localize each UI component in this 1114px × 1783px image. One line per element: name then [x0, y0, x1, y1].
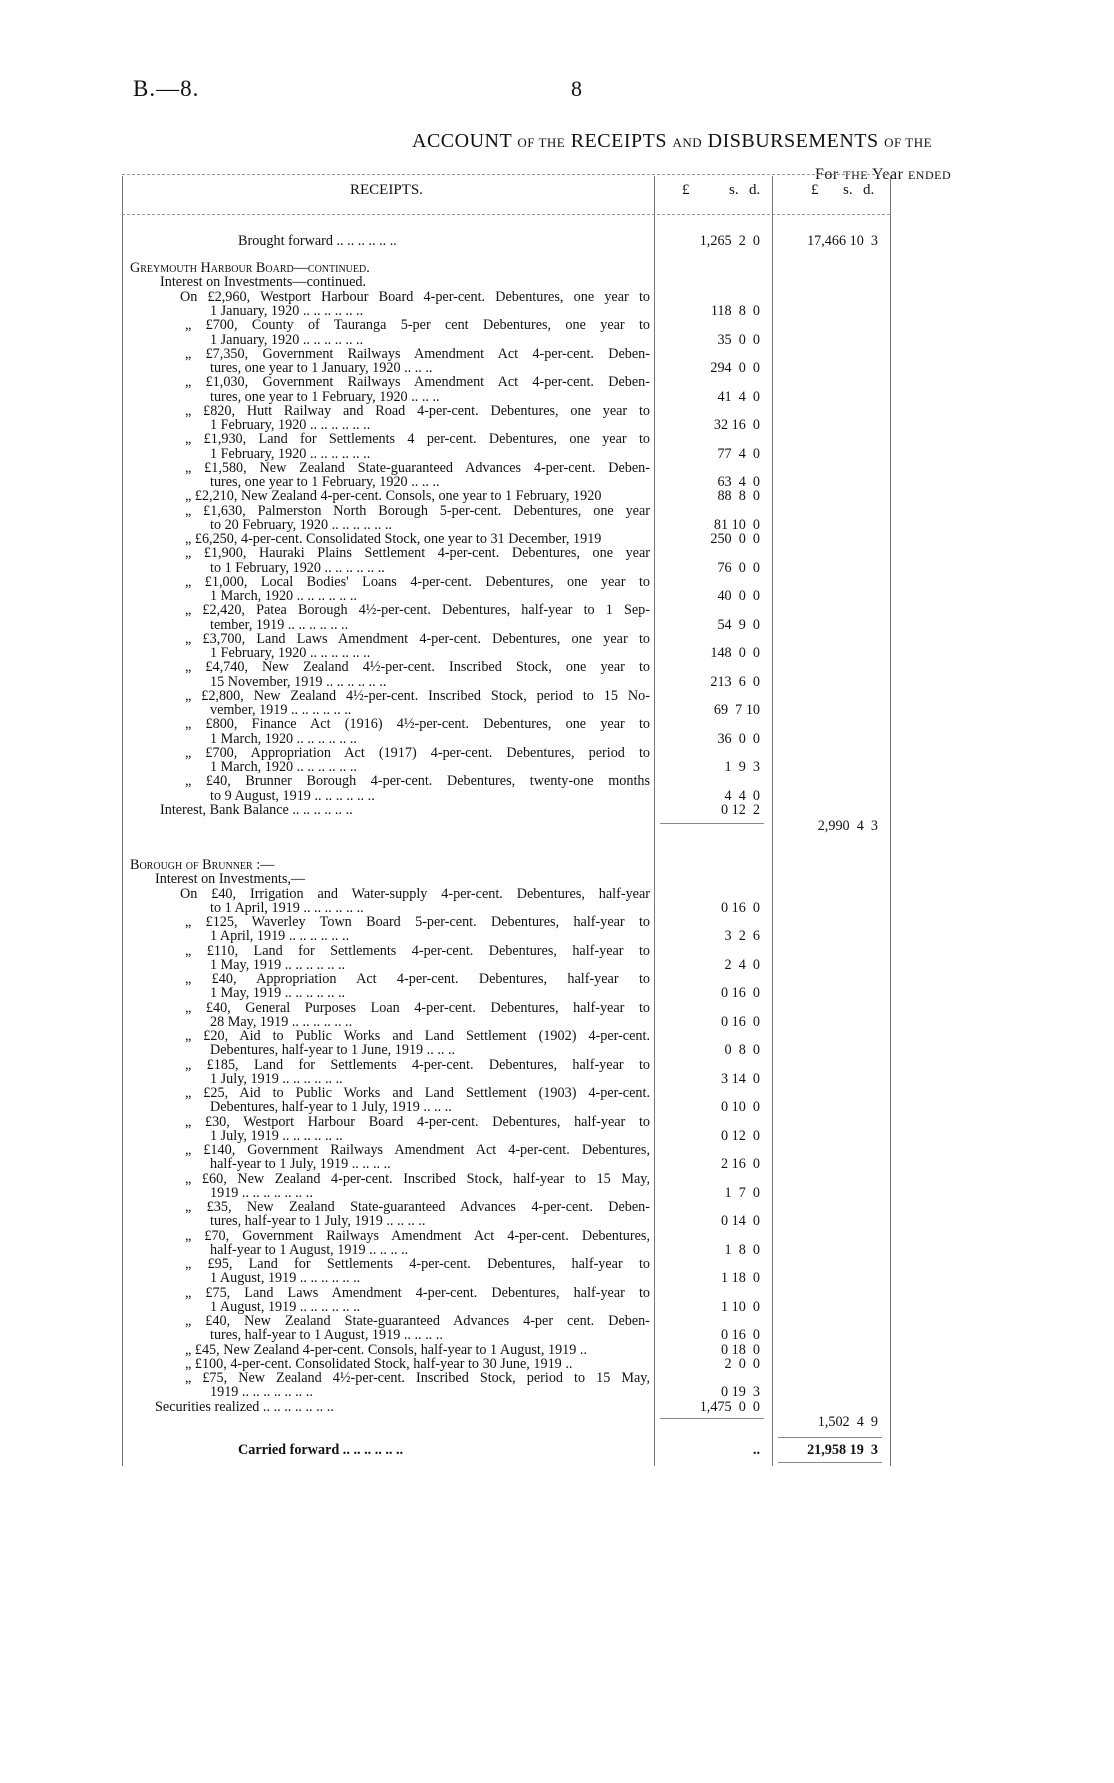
- title-part: RECEIPTS: [570, 130, 667, 152]
- row-label: 1 March, 1920 .. .. .. .. .. ..: [210, 731, 357, 747]
- amount-column-1: 77 4 0: [717, 446, 760, 462]
- page-title: [412, 130, 932, 153]
- row-label: tures, one year to 1 February, 1920 .. .. ..: [210, 474, 440, 490]
- row-label: „ £1,030, Government Railways Amendment Act 4-per-cent. Deben-: [185, 374, 650, 390]
- row-label: 1 July, 1919 .. .. .. .. .. ..: [210, 1128, 343, 1144]
- row-label: „ £4,740, New Zealand 4½-per-cent. Inscribed Stock, one year to: [185, 659, 650, 675]
- row-label: „ £7,350, Government Railways Amendment Act 4-per-cent. Deben-: [185, 346, 650, 362]
- row-label: tures, one year to 1 January, 1920 .. .. ..: [210, 360, 433, 376]
- amount-column-1: 0 12 0: [720, 1128, 760, 1144]
- row-label: tures, one year to 1 February, 1920 .. .. ..: [210, 389, 440, 405]
- document-code: B.—8.: [133, 76, 200, 101]
- row-label: „ £185, Land for Settlements 4-per-cent. Debentures, half-year to: [185, 1057, 650, 1073]
- row-label: Greymouth Harbour Board—continued.: [130, 260, 370, 276]
- title-part: AND: [672, 135, 703, 150]
- row-label: „ £45, New Zealand 4-per-cent. Consols, half-year to 1 August, 1919 ..: [185, 1342, 587, 1358]
- amount-column-1: 148 0 0: [710, 645, 760, 661]
- row-label: On £40, Irrigation and Water-supply 4-per-cent. Debentures, half-year: [180, 886, 650, 902]
- amount-column-1: 294 0 0: [710, 360, 760, 376]
- table-row: [0, 374, 1114, 390]
- row-label: 1 March, 1920 .. .. .. .. .. ..: [210, 588, 357, 604]
- row-label: On £2,960, Westport Harbour Board 4-per-cent. Debentures, one year to: [180, 289, 650, 305]
- table-row: [0, 1414, 1114, 1430]
- table-row: [0, 1042, 1114, 1058]
- row-label: „ £30, Westport Harbour Board 4-per-cent. Debentures, half-year to: [185, 1114, 650, 1130]
- row-label: Interest on Investments,—: [155, 871, 306, 887]
- row-label: to 9 August, 1919 .. .. .. .. .. ..: [210, 788, 375, 804]
- row-label: tures, half-year to 1 July, 1919 .. .. .. ..: [210, 1213, 426, 1229]
- row-label: 1 January, 1920 .. .. .. .. .. ..: [210, 303, 364, 319]
- row-label: 1 May, 1919 .. .. .. .. .. ..: [210, 985, 346, 1001]
- table-row: [0, 488, 1114, 504]
- pound-header-2: £: [811, 182, 819, 198]
- row-label: to 20 February, 1920 .. .. .. .. .. ..: [210, 517, 392, 533]
- shilling-header-2: s.: [843, 182, 853, 198]
- table-row: [0, 545, 1114, 561]
- row-label: „ £75, Land Laws Amendment 4-per-cent. Debentures, half-year to: [185, 1285, 650, 1301]
- row-label: „ £20, Aid to Public Works and Land Settlement (1902) 4-per-cent.: [185, 1028, 650, 1044]
- row-label: Debentures, half-year to 1 July, 1919 .. .. ..: [210, 1099, 452, 1115]
- row-label: 1 February, 1920 .. .. .. .. .. ..: [210, 446, 371, 462]
- row-label: to 1 April, 1919 .. .. .. .. .. ..: [210, 900, 364, 916]
- amount-column-1: ..: [752, 1442, 760, 1458]
- table-row: [0, 1384, 1114, 1400]
- amount-column-1: 32 16 0: [713, 417, 760, 433]
- row-label: „ £40, General Purposes Loan 4-per-cent. Debentures, half-year to: [185, 1000, 650, 1016]
- amount-column-1: 2 0 0: [724, 1356, 760, 1372]
- row-label: „ £75, New Zealand 4½-per-cent. Inscribed Stock, period to 15 May,: [185, 1370, 650, 1386]
- total-rule: [778, 1437, 882, 1438]
- amount-column-1: 250 0 0: [710, 531, 760, 547]
- row-label: „ £70, Government Railways Amendment Act 4-per-cent. Debentures,: [185, 1228, 650, 1244]
- row-label: tures, half-year to 1 August, 1919 .. .. .. ..: [210, 1327, 443, 1343]
- table-row: [0, 1156, 1114, 1172]
- row-label: Carried forward .. .. .. .. .. ..: [238, 1442, 404, 1458]
- table-row: [0, 659, 1114, 675]
- row-label: „ £40, Appropriation Act 4-per-cent. Debentures, half-year to: [185, 971, 650, 987]
- row-label: Interest, Bank Balance .. .. .. .. .. ..: [160, 802, 353, 818]
- amount-column-1: 0 8 0: [724, 1042, 760, 1058]
- row-label: 1 January, 1920 .. .. .. .. .. ..: [210, 332, 364, 348]
- row-label: „ £40, New Zealand State-guaranteed Advances 4-per cent. Deben-: [185, 1313, 650, 1329]
- amount-column-1: 76 0 0: [717, 560, 760, 576]
- row-label: „ £95, Land for Settlements 4-per-cent. Debentures, half-year to: [185, 1256, 650, 1272]
- row-label: Interest on Investments—continued.: [160, 274, 367, 290]
- row-label: „ £110, Land for Settlements 4-per-cent. Debentures, half-year to: [185, 943, 650, 959]
- table-row: [0, 871, 1114, 887]
- row-label: half-year to 1 August, 1919 .. .. .. ..: [210, 1242, 409, 1258]
- amount-column-1: 1 9 3: [724, 759, 760, 775]
- row-label: „ £40, Brunner Borough 4-per-cent. Debentures, twenty-one months: [185, 773, 650, 789]
- pound-header: £: [682, 182, 690, 198]
- row-label: „ £2,210, New Zealand 4-per-cent. Consols, one year to 1 February, 1920: [185, 488, 602, 504]
- amount-column-1: 1 8 0: [724, 1242, 760, 1258]
- amount-column-1: 3 2 6: [724, 928, 760, 944]
- amount-column-1: 118 8 0: [710, 303, 760, 319]
- amount-column-1: 2 16 0: [720, 1156, 760, 1172]
- amount-column-1: 35 0 0: [717, 332, 760, 348]
- row-label: 1 April, 1919 .. .. .. .. .. ..: [210, 928, 350, 944]
- table-row: [0, 431, 1114, 447]
- amount-column-1: 0 14 0: [720, 1213, 760, 1229]
- row-label: „ £35, New Zealand State-guaranteed Advances 4-per-cent. Deben-: [185, 1199, 650, 1215]
- row-label: 1919 .. .. .. .. .. .. ..: [210, 1185, 313, 1201]
- receipts-column-header: RECEIPTS.: [350, 182, 423, 198]
- table-row: [0, 716, 1114, 732]
- amount-column-1: 3 14 0: [720, 1071, 760, 1087]
- amount-column-1: 4 4 0: [724, 788, 760, 804]
- pence-header: d.: [749, 182, 761, 198]
- amount-column-1: 69 7 10: [713, 702, 760, 718]
- table-row: [0, 317, 1114, 333]
- row-label: Brought forward .. .. .. .. .. ..: [238, 233, 397, 249]
- row-label: „ £100, 4-per-cent. Consolidated Stock, half-year to 30 June, 1919 ..: [185, 1356, 573, 1372]
- row-label: „ £820, Hutt Railway and Road 4-per-cent. Debentures, one year to: [185, 403, 650, 419]
- amount-column-1: 0 18 0: [720, 1342, 760, 1358]
- amount-column-1: 81 10 0: [713, 517, 760, 533]
- amount-column-2: 2,990 4 3: [817, 818, 878, 834]
- header-bottom-rule: [122, 214, 890, 215]
- row-label: 1 February, 1920 .. .. .. .. .. ..: [210, 417, 371, 433]
- row-label: 28 May, 1919 .. .. .. .. .. ..: [210, 1014, 353, 1030]
- table-row: [0, 602, 1114, 618]
- table-row: [0, 818, 1114, 834]
- amount-column-1: 0 10 0: [720, 1099, 760, 1115]
- table-row: [0, 1213, 1114, 1229]
- row-label: 1 August, 1919 .. .. .. .. .. ..: [210, 1299, 361, 1315]
- row-label: 1 May, 1919 .. .. .. .. .. ..: [210, 957, 346, 973]
- row-label: „ £1,630, Palmerston North Borough 5-per-cent. Debentures, one year: [185, 503, 650, 519]
- row-label: „ £2,420, Patea Borough 4½-per-cent. Debentures, half-year to 1 Sep-: [185, 602, 650, 618]
- table-row: [0, 802, 1114, 818]
- table-top-rule: [122, 174, 890, 175]
- title-part: OF THE: [884, 135, 933, 150]
- amount-column-1: 0 16 0: [720, 900, 760, 916]
- table-row: [0, 773, 1114, 789]
- amount-column-1: 2 4 0: [724, 957, 760, 973]
- row-label: „ £700, Appropriation Act (1917) 4-per-cent. Debentures, period to: [185, 745, 650, 761]
- subtitle-part: ENDED: [907, 168, 952, 182]
- page-subtitle: [815, 166, 951, 184]
- row-label: Borough of Brunner :—: [130, 857, 275, 873]
- amount-column-1: 63 4 0: [717, 474, 760, 490]
- amount-column-1: 1 10 0: [720, 1299, 760, 1315]
- row-label: „ £60, New Zealand 4-per-cent. Inscribed Stock, half-year to 15 May,: [185, 1171, 650, 1187]
- subtitle-part: THE: [843, 168, 869, 182]
- table-row: [0, 928, 1114, 944]
- subtitle-part: Year: [871, 166, 904, 183]
- row-label: tember, 1919 .. .. .. .. .. ..: [210, 617, 349, 633]
- table-row: [0, 274, 1114, 290]
- row-label: Debentures, half-year to 1 June, 1919 .. .. ..: [210, 1042, 456, 1058]
- row-label: „ £2,800, New Zealand 4½-per-cent. Inscribed Stock, period to 15 No-: [185, 688, 650, 704]
- table-row: [0, 1099, 1114, 1115]
- table-row: [0, 1270, 1114, 1286]
- row-label: „ £1,900, Hauraki Plains Settlement 4-per-cent. Debentures, one year: [185, 545, 650, 561]
- row-label: „ £1,580, New Zealand State-guaranteed Advances 4-per-cent. Deben-: [185, 460, 650, 476]
- row-label: „ £6,250, 4-per-cent. Consolidated Stock, one year to 31 December, 1919: [185, 531, 602, 547]
- amount-column-1: 0 16 0: [720, 1014, 760, 1030]
- subtitle-part: For: [815, 166, 839, 183]
- title-part: DISBURSEMENTS: [707, 130, 879, 152]
- shilling-header: s.: [729, 182, 739, 198]
- amount-column-1: 213 6 0: [710, 674, 760, 690]
- row-label: to 1 February, 1920 .. .. .. .. .. ..: [210, 560, 385, 576]
- amount-column-1: 88 8 0: [717, 488, 760, 504]
- pence-header-2: d.: [863, 182, 875, 198]
- row-label: „ £700, County of Tauranga 5-per cent Debentures, one year to: [185, 317, 650, 333]
- amount-column-1: 1 7 0: [724, 1185, 760, 1201]
- amount-column-1: 1,475 0 0: [699, 1399, 760, 1415]
- amount-column-2: 17,466 10 3: [807, 233, 878, 249]
- row-label: „ £1,000, Local Bodies' Loans 4-per-cent. Debentures, one year to: [185, 574, 650, 590]
- amount-column-1: 0 16 0: [720, 1327, 760, 1343]
- table-row: [0, 1442, 1114, 1458]
- row-label: 1919 .. .. .. .. .. .. ..: [210, 1384, 313, 1400]
- amount-column-1: 0 16 0: [720, 985, 760, 1001]
- row-label: Securities realized .. .. .. .. .. .. ..: [155, 1399, 334, 1415]
- amount-column-1: 0 19 3: [720, 1384, 760, 1400]
- amount-column-1: 36 0 0: [717, 731, 760, 747]
- amount-column-2: 21,958 19 3: [807, 1442, 878, 1458]
- amount-column-1: 40 0 0: [717, 588, 760, 604]
- row-label: „ £125, Waverley Town Board 5-per-cent. Debentures, half-year to: [185, 914, 650, 930]
- row-label: „ £1,930, Land for Settlements 4 per-cent. Debentures, one year to: [185, 431, 650, 447]
- page-number: 8: [571, 76, 582, 101]
- amount-column-2: 1,502 4 9: [817, 1414, 878, 1430]
- row-label: „ £800, Finance Act (1916) 4½-per-cent. Debentures, one year to: [185, 716, 650, 732]
- row-label: „ £3,700, Land Laws Amendment 4-per-cent. Debentures, one year to: [185, 631, 650, 647]
- row-label: 15 November, 1919 .. .. .. .. .. ..: [210, 674, 387, 690]
- table-row: [0, 985, 1114, 1001]
- title-part: OF THE: [517, 135, 566, 150]
- table-row: [0, 233, 1114, 249]
- row-label: 1 March, 1920 .. .. .. .. .. ..: [210, 759, 357, 775]
- amount-column-1: 0 12 2: [720, 802, 760, 818]
- row-label: 1 February, 1920 .. .. .. .. .. ..: [210, 645, 371, 661]
- title-part: ACCOUNT: [412, 130, 512, 152]
- amount-column-1: 41 4 0: [717, 389, 760, 405]
- total-rule: [778, 1462, 882, 1463]
- row-label: „ £25, Aid to Public Works and Land Settlement (1903) 4-per-cent.: [185, 1085, 650, 1101]
- row-label: „ £140, Government Railways Amendment Act 4-per-cent. Debentures,: [185, 1142, 650, 1158]
- row-label: half-year to 1 July, 1919 .. .. .. ..: [210, 1156, 391, 1172]
- table-row: [0, 1327, 1114, 1343]
- amount-column-1: 54 9 0: [717, 617, 760, 633]
- row-label: vember, 1919 .. .. .. .. .. ..: [210, 702, 352, 718]
- table-row: [0, 1399, 1114, 1415]
- amount-column-1: 1,265 2 0: [699, 233, 760, 249]
- amount-column-1: 1 18 0: [720, 1270, 760, 1286]
- row-label: 1 August, 1919 .. .. .. .. .. ..: [210, 1270, 361, 1286]
- row-label: 1 July, 1919 .. .. .. .. .. ..: [210, 1071, 343, 1087]
